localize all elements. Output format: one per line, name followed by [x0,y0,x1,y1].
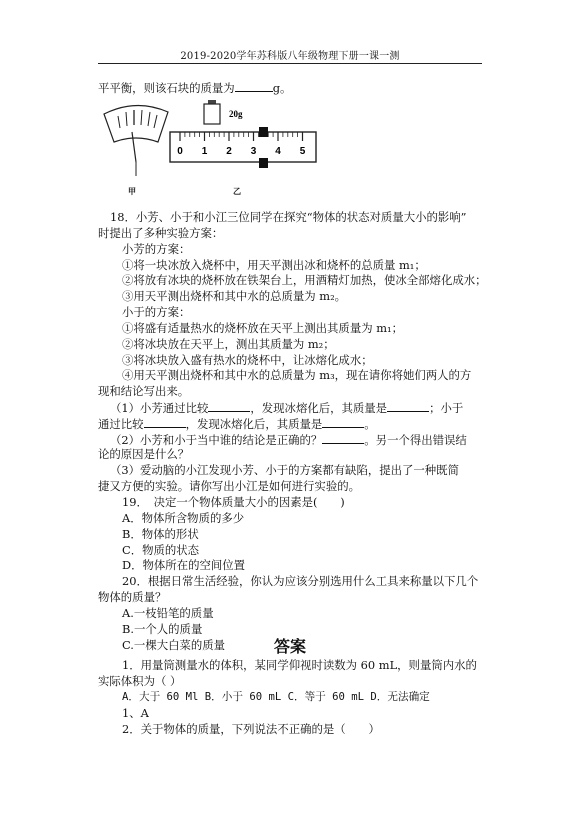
ruler-tick-label: 0 [177,146,183,157]
q18-line-1: 时提出了多种实验方案： [98,226,224,240]
header-divider [98,63,482,64]
q17-unit: g。 [272,81,292,95]
q18-sub1-blank3 [144,416,186,428]
q20-item-c: C.一棵大白菜的质量 [122,638,226,652]
answer-q1-answer: 1、A [122,706,149,720]
q18-line-5: ③用天平测出烧杯和其中水的总质量为 m₂。 [122,289,347,303]
q18-sub1-blank4 [322,416,364,428]
answer-q1-stem-1: 1．用量筒测量水的体积，某同学仰视时读数为 60 mL，则量筒内水的 [122,658,477,672]
q18-line-4: ②将放有冰块的烧杯放在铁架台上，用酒精灯加热，使冰全部熔化成水； [122,273,487,287]
q18-sub1-line2 [98,416,376,432]
ruler-tick-label: 4 [275,146,281,157]
answer-q1-stem-2: 实际体积为（ ） [98,674,182,688]
figure-label-right: 乙 [233,186,241,196]
q18-sub1-f: 。 [364,417,376,431]
q18-sub1-line1 [110,400,463,416]
q18-line-2: 小芳的方案： [122,242,191,256]
ruler-scale [170,127,316,168]
q18-sub1-blank1 [208,400,250,412]
q18-sub2-line1 [110,432,467,448]
q18-line-3: ①将一块冰放入烧杯中，用天平测出冰和烧杯的总质量 m₁； [122,258,426,272]
q18-sub1-c: ；小于 [429,401,464,415]
weight-20g-icon [204,100,220,124]
q18-sub1-d: 通过比较 [98,417,144,431]
q20-item-b: B.一个人的质量 [122,622,203,636]
q19-option-d: D．物体所在的空间位置 [122,558,246,572]
q18-sub2-a: （2）小芳和小于当中谁的结论是正确的？ [110,433,323,447]
q18-line-6: 小于的方案： [122,305,191,319]
ruler-tick-label: 5 [299,146,306,157]
q18-sub2-line2: 论的原因是什么？ [98,447,190,461]
q18-line-11: 现和结论写出来。 [98,384,190,398]
q18-sub1-b: ，发现冰熔化后，其质量是 [250,401,388,415]
answer-q2-stem: 2．关于物体的质量，下列说法不正确的是（ ） [122,722,380,736]
q18-line-9: ③将冰块放入盛有热水的烧杯中，让冰熔化成水； [122,353,373,367]
q20-item-a: A.一枝铅笔的质量 [122,606,214,620]
q19-option-b: B．物体的形状 [122,527,199,541]
q18-line-0: 18．小芳、小于和小江三位同学在探究“物体的状态对质量大小的影响” [110,210,467,224]
q18-sub1-a: （1）小芳通过比较 [110,401,209,415]
q18-line-7: ①将盛有适量热水的烧杯放在天平上测出其质量为 m₁； [122,321,403,335]
ruler-tick-label: 1 [201,146,208,157]
q19-option-c: C．物质的状态 [122,543,200,557]
ruler-tick-label: 3 [250,146,257,157]
q19-option-a: A．物体所含物质的多少 [122,511,245,525]
figure-label-left: 甲 [128,186,136,196]
answers-title: 答案 [273,637,306,656]
q18-sub2-blank [322,432,364,444]
q18-sub1-blank2 [387,400,429,412]
q17-tail-line [98,80,291,96]
q18-line-8: ②将冰块放在天平上，测出其质量为 m₂； [122,337,335,351]
answer-q1-options: A．大于 60 Ml B．小于 60 mL C．等于 60 mL D．无法确定 [122,691,430,703]
page-header-title: 2019-2020学年苏科版八年级物理下册一课一测 [180,51,400,62]
q18-sub1-e: ，发现冰熔化后，其质量是 [185,417,323,431]
ruler-tick-label: 2 [226,146,232,157]
weight-label: 20g [229,109,243,119]
q20-stem-1: 20．根据日常生活经验，你认为应该分别选用什么工具来称量以下几个 [122,574,479,588]
q18-sub3-line2: 捷又方便的实验。请你写出小江是如何进行实验的。 [98,479,360,493]
q18-sub2-b: 。另一个得出错误结 [364,433,467,447]
q17-answer-blank [235,80,273,92]
q18-sub3-line1: （3）爱动脑的小江发现小芳、小于的方案都有缺陷，提出了一种既简 [110,463,459,477]
q19-stem: 19． 决定一个物体质量大小的因素是( ) [122,495,345,509]
q17-tail-text: 平平衡，则该石块的质量为 [98,81,235,95]
q18-line-10: ④用天平测出烧杯和其中水的总质量为 m₃，现在请你将她们两人的方 [122,368,472,382]
q20-stem-2: 物体的质量？ [98,590,167,604]
balance-dial-icon [104,105,168,176]
figure-balance-and-ruler [96,96,321,191]
